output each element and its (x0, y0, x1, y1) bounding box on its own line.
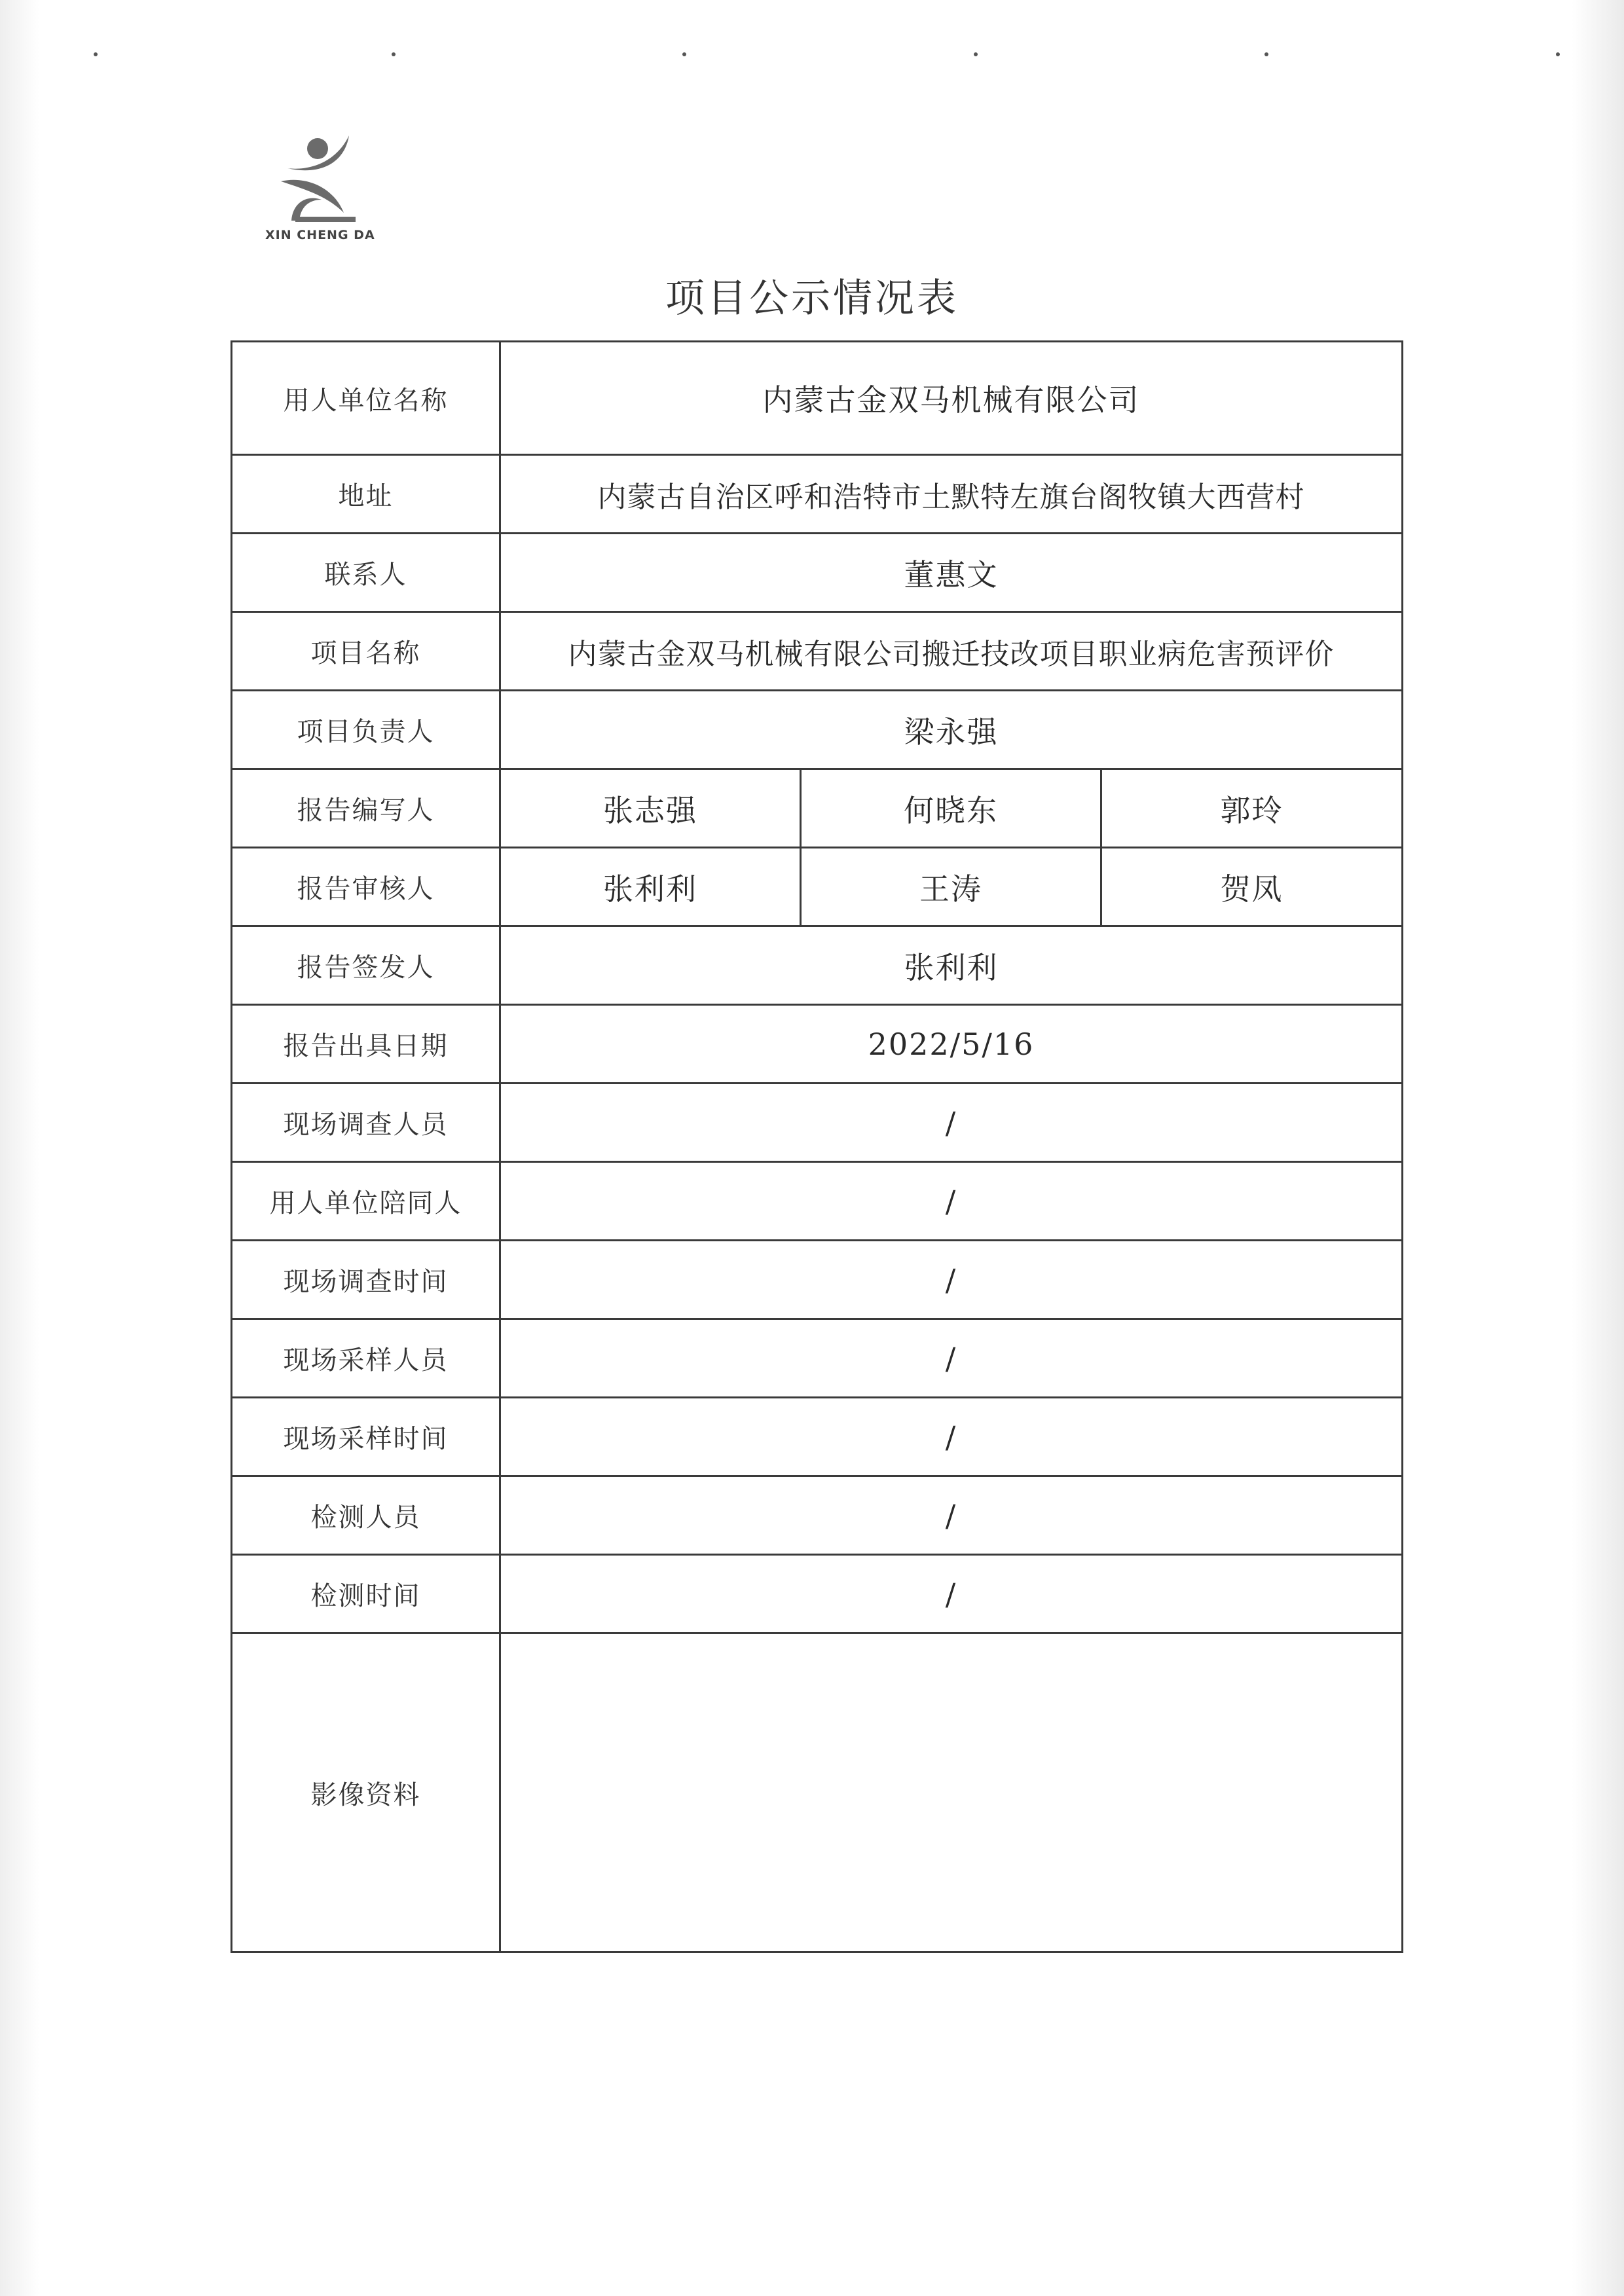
logo-text: XIN CHENG DA (265, 228, 375, 242)
table-row-employer-escort (232, 1162, 1403, 1241)
project-lead-label: 项目负责人 (232, 691, 500, 769)
project-name-label: 项目名称 (232, 612, 500, 691)
report-reviewer-3: 贺凤 (1101, 848, 1403, 926)
testing-time-value: / (500, 1555, 1403, 1633)
employer-label: 用人单位名称 (232, 342, 500, 455)
table-row-testing-time (232, 1555, 1403, 1633)
sampling-time-label: 现场采样时间 (232, 1398, 500, 1476)
sampling-staff-value: / (500, 1319, 1403, 1398)
report-writer-1: 张志强 (500, 769, 801, 848)
report-reviewers-label: 报告审核人 (232, 848, 500, 926)
testing-staff-value: / (500, 1476, 1403, 1555)
table-row-site-survey-staff (232, 1084, 1403, 1162)
site-survey-time-value: / (500, 1241, 1403, 1319)
issue-date-value: 2022/5/16 (500, 1005, 1403, 1084)
table-row-employer (232, 342, 1403, 455)
site-survey-staff-label: 现场调查人员 (232, 1084, 500, 1162)
sampling-time-value: / (500, 1398, 1403, 1476)
report-writers-label: 报告编写人 (232, 769, 500, 848)
scan-speck (682, 52, 686, 56)
sampling-staff-label: 现场采样人员 (232, 1319, 500, 1398)
report-issuer-value: 张利利 (500, 926, 1403, 1005)
table-row-testing-staff (232, 1476, 1403, 1555)
images-label: 影像资料 (232, 1633, 500, 1952)
employer-escort-value: / (500, 1162, 1403, 1241)
contact-value: 董惠文 (500, 534, 1403, 612)
table-row-sampling-time (232, 1398, 1403, 1476)
testing-time-label: 检测时间 (232, 1555, 500, 1633)
site-survey-time-label: 现场调查时间 (232, 1241, 500, 1319)
table-row-address (232, 455, 1403, 534)
project-lead-value: 梁永强 (500, 691, 1403, 769)
table-row-images (232, 1633, 1403, 1952)
table-row-issue-date (232, 1005, 1403, 1084)
report-issuer-label: 报告签发人 (232, 926, 500, 1005)
table-row-sampling-staff (232, 1319, 1403, 1398)
scan-edge-left (0, 0, 39, 2296)
scan-edge-right (1572, 0, 1624, 2296)
table-row-project-name (232, 612, 1403, 691)
table-row-report-issuer (232, 926, 1403, 1005)
table-row-site-survey-time (232, 1241, 1403, 1319)
project-info-table (231, 340, 1403, 1953)
report-writer-2: 何晓东 (801, 769, 1101, 848)
report-reviewer-1: 张利利 (500, 848, 801, 926)
scan-speck (974, 52, 978, 56)
employer-value: 内蒙古金双马机械有限公司 (500, 342, 1403, 455)
issue-date-label: 报告出具日期 (232, 1005, 500, 1084)
scan-speck (94, 52, 98, 56)
address-label: 地址 (232, 455, 500, 534)
table-row-project-lead (232, 691, 1403, 769)
images-value (500, 1633, 1403, 1952)
person-arc-logo-icon (276, 134, 360, 226)
address-value: 内蒙古自治区呼和浩特市土默特左旗台阁牧镇大西营村 (500, 455, 1403, 534)
table-row-contact (232, 534, 1403, 612)
scan-speck (1556, 52, 1560, 56)
page-title: 项目公示情况表 (665, 276, 959, 321)
report-reviewer-2: 王涛 (801, 848, 1101, 926)
testing-staff-label: 检测人员 (232, 1476, 500, 1555)
table-row-report-reviewers (232, 848, 1403, 926)
table-row-report-writers (232, 769, 1403, 848)
report-writer-3: 郭玲 (1101, 769, 1403, 848)
site-survey-staff-value: / (500, 1084, 1403, 1162)
project-name-value: 内蒙古金双马机械有限公司搬迁技改项目职业病危害预评价 (500, 612, 1403, 691)
employer-escort-label: 用人单位陪同人 (232, 1162, 500, 1241)
scan-speck (392, 52, 396, 56)
contact-label: 联系人 (232, 534, 500, 612)
company-logo (265, 134, 375, 249)
scan-speck (1264, 52, 1268, 56)
